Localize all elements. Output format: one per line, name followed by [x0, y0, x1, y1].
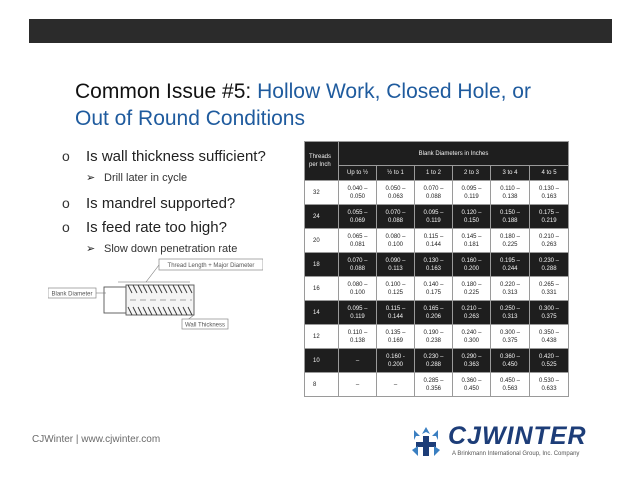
- blank-diameter-cell: [530, 325, 569, 349]
- cell-line: 0.450: [502, 361, 518, 368]
- blank-diameter-cell: [453, 373, 491, 397]
- cell-line: 0.220 –: [499, 281, 521, 288]
- cell-line: 0.160 –: [461, 257, 482, 264]
- table-row: [305, 229, 569, 253]
- column-header: ½ to 1: [377, 166, 415, 181]
- blank-diameter-cell: [530, 349, 569, 373]
- cell-line: 0.290 –: [461, 353, 482, 360]
- cell-line: 0.113: [388, 265, 403, 272]
- cell-line: 0.288: [541, 265, 557, 272]
- arrow-bullet-icon: ➢: [86, 172, 96, 184]
- cell-line: 0.210 –: [461, 305, 482, 312]
- blank-diameter-cell: [377, 325, 415, 349]
- cell-line: 0.360 –: [499, 353, 521, 360]
- blank-diameter-cell: [339, 349, 377, 373]
- threads-per-inch-cell: 32: [305, 181, 339, 205]
- blank-diameter-cell: [453, 349, 491, 373]
- top-bar: [29, 19, 612, 43]
- cell-line: 0.240 –: [461, 329, 482, 336]
- blank-diameter-cell: [415, 229, 453, 253]
- blank-diameter-cell: [453, 325, 491, 349]
- thread-length-label: Thread Length + Major Diameter: [167, 263, 255, 269]
- threads-per-inch-cell: 8: [305, 373, 339, 397]
- cell-line: 0.285 –: [423, 377, 444, 384]
- blank-diameter-cell: [530, 277, 569, 301]
- title-line-1: [75, 78, 595, 105]
- threads-per-inch-header: Threads per Inch: [305, 142, 339, 181]
- cell-line: 0.450 –: [499, 377, 521, 384]
- blank-diameter-cell: [491, 325, 530, 349]
- cell-line: –: [355, 357, 360, 364]
- cell-line: 0.119: [350, 313, 365, 320]
- cell-line: 0.200: [463, 265, 479, 272]
- threads-per-inch-cell: 14: [305, 301, 339, 325]
- cell-line: 0.210 –: [539, 233, 560, 240]
- cell-line: 0.115 –: [385, 305, 406, 312]
- cell-line: 0.363: [463, 361, 479, 368]
- title-prefix: Common Issue #5:: [75, 80, 258, 103]
- blank-diameter-cell: [377, 229, 415, 253]
- blank-diameter-cell: [530, 373, 569, 397]
- cell-line: 0.263: [463, 313, 479, 320]
- cell-line: 0.300 –: [539, 305, 560, 312]
- cell-line: 0.065 –: [347, 233, 368, 240]
- cell-line: 0.300 –: [499, 329, 521, 336]
- threads-per-inch-cell: 20: [305, 229, 339, 253]
- cell-line: 0.080 –: [385, 233, 406, 240]
- cell-line: 0.119: [426, 217, 441, 224]
- cell-line: 0.230 –: [423, 353, 444, 360]
- blank-diameter-cell: [453, 181, 491, 205]
- cell-line: 0.188: [502, 217, 518, 224]
- cell-line: 0.088: [387, 217, 403, 224]
- blank-diameters-header: Blank Diameters in Inches: [339, 142, 569, 166]
- blank-diameter-cell: [453, 301, 491, 325]
- thread-blank-diagram: [48, 255, 263, 335]
- arrow-bullet-icon: ➢: [86, 243, 96, 255]
- threads-per-inch-cell: 16: [305, 277, 339, 301]
- cell-line: 0.088: [425, 193, 441, 200]
- bullet-item: [62, 218, 312, 237]
- blank-diameter-cell: [415, 325, 453, 349]
- cell-line: 0.375: [502, 337, 518, 344]
- sub-bullet-text: Slow down penetration rate: [104, 243, 238, 255]
- cell-line: 0.288: [425, 361, 441, 368]
- cell-line: 0.163: [425, 265, 441, 272]
- blank-diameter-cell: [377, 205, 415, 229]
- table-row: [305, 277, 569, 301]
- cell-line: 0.125: [387, 289, 403, 296]
- cell-line: 0.169: [387, 337, 403, 344]
- blank-diameter-cell: [339, 325, 377, 349]
- cell-line: 0.160 -: [386, 353, 405, 360]
- cell-line: 0.040 –: [347, 185, 368, 192]
- blank-diameter-cell: [339, 181, 377, 205]
- bullet-item: [62, 147, 312, 166]
- cell-line: 0.219: [541, 217, 557, 224]
- cell-line: 0.200: [387, 361, 403, 368]
- blank-diameter-cell: [415, 373, 453, 397]
- table-row: [305, 349, 569, 373]
- blank-diameter-cell: [339, 253, 377, 277]
- cell-line: 0.110 –: [347, 329, 368, 336]
- table-subheader-row: [305, 166, 569, 181]
- cell-line: 0.115 –: [423, 233, 444, 240]
- cell-line: 0.144: [425, 241, 441, 248]
- blank-diameter-cell: [415, 253, 453, 277]
- column-header: Up to ½: [339, 166, 377, 181]
- cell-line: 0.150: [463, 217, 479, 224]
- cell-line: 0.070 –: [385, 209, 406, 216]
- blank-diameter-cell: [453, 229, 491, 253]
- bullet-marker: o: [62, 148, 70, 164]
- cell-line: 0.130 –: [423, 257, 444, 264]
- cell-line: 0.100: [349, 289, 365, 296]
- blank-diameter-cell: [415, 349, 453, 373]
- bullet-text: Is feed rate too high?: [86, 219, 227, 236]
- blank-diameter-cell: [339, 373, 377, 397]
- bullet-list: [62, 147, 312, 265]
- blank-diameter-cell: [377, 181, 415, 205]
- bullet-item: [62, 194, 312, 213]
- cell-line: 0.225: [502, 241, 518, 248]
- cell-line: 0.263: [541, 241, 557, 248]
- cell-line: 0.163: [541, 193, 557, 200]
- cell-line: 0.360 –: [461, 377, 482, 384]
- blank-diameter-cell: [377, 373, 415, 397]
- cell-line: 0.165 –: [423, 305, 444, 312]
- cjwinter-emblem-icon: [408, 424, 444, 460]
- cell-line: 0.095 –: [461, 185, 482, 192]
- table-row: [305, 301, 569, 325]
- bullet-marker: o: [62, 195, 70, 211]
- cell-line: 0.438: [541, 337, 557, 344]
- cell-line: 0.375: [541, 313, 557, 320]
- cell-line: 0.313: [502, 313, 518, 320]
- cell-line: 0.110 –: [500, 185, 520, 192]
- cell-line: 0.070 –: [423, 185, 444, 192]
- column-header: 4 to 5: [530, 166, 569, 181]
- cell-line: 0.175: [425, 289, 441, 296]
- logo-tagline: A Brinkmann International Group, Inc. Company: [452, 451, 580, 457]
- blank-left-end: [104, 287, 126, 313]
- cell-line: 0.063: [387, 193, 403, 200]
- cell-line: 0.120 –: [461, 209, 482, 216]
- cell-line: 0.138: [349, 337, 365, 344]
- cell-line: 0.138: [502, 193, 518, 200]
- table-row: [305, 181, 569, 205]
- cell-line: 0.530 –: [539, 377, 560, 384]
- slide-title: [75, 78, 595, 132]
- cell-line: 0.633: [541, 385, 557, 392]
- cell-line: 0.140 –: [423, 281, 444, 288]
- blank-diameter-cell: [491, 205, 530, 229]
- cell-line: 0.563: [502, 385, 518, 392]
- sub-bullet-text: Drill later in cycle: [104, 172, 188, 184]
- cell-line: 0.250 –: [499, 305, 521, 312]
- leader-line: [146, 265, 159, 282]
- table-body: [305, 181, 569, 397]
- blank-diameter-cell: [491, 253, 530, 277]
- blank-diameter-cell: [377, 277, 415, 301]
- blank-diameter-cell: [530, 229, 569, 253]
- cell-line: 0.050: [349, 193, 365, 200]
- blank-diameter-cell: [339, 229, 377, 253]
- cell-line: 0.119: [464, 193, 479, 200]
- blank-diameter-cell: [530, 181, 569, 205]
- cell-line: 0.206: [425, 313, 441, 320]
- cell-line: 0.135 –: [385, 329, 406, 336]
- cell-line: 0.525: [541, 361, 557, 368]
- cell-line: 0.225: [463, 289, 479, 296]
- bullet-text: Is mandrel supported?: [86, 195, 236, 212]
- cell-line: 0.081: [349, 241, 365, 248]
- blank-diameter-cell: [377, 253, 415, 277]
- blank-diameter-cell: [377, 301, 415, 325]
- cell-line: 0.265 –: [539, 281, 560, 288]
- cell-line: 0.313: [502, 289, 518, 296]
- cell-line: 0.100 –: [385, 281, 406, 288]
- table-header-row: [305, 142, 569, 166]
- threads-per-inch-cell: 12: [305, 325, 339, 349]
- blank-diameter-cell: [453, 205, 491, 229]
- blank-diameter-cell: [491, 373, 530, 397]
- blank-diameter-cell: [530, 301, 569, 325]
- table-row: [305, 325, 569, 349]
- blank-diameter-cell: [415, 301, 453, 325]
- cell-line: 0.088: [349, 265, 365, 272]
- blank-diameter-cell: [339, 277, 377, 301]
- blank-diameter-cell: [530, 205, 569, 229]
- cell-line: 0.356: [425, 385, 441, 392]
- blank-diameter-label: Blank Diameter: [51, 291, 93, 298]
- cell-line: 0.331: [541, 289, 557, 296]
- cell-line: 0.095 –: [423, 209, 444, 216]
- column-header: 3 to 4: [491, 166, 530, 181]
- company-logo: [408, 424, 608, 462]
- blank-diameter-cell: [491, 277, 530, 301]
- blank-diameter-cell: [339, 205, 377, 229]
- cell-line: 0.150 –: [499, 209, 521, 216]
- cell-line: 0.238: [425, 337, 441, 344]
- blank-diameter-cell: [491, 301, 530, 325]
- threads-per-inch-cell: 18: [305, 253, 339, 277]
- threads-per-inch-cell: 24: [305, 205, 339, 229]
- column-header: 2 to 3: [453, 166, 491, 181]
- bullet-text: Is wall thickness sufficient?: [86, 148, 266, 165]
- blank-diameter-cell: [491, 349, 530, 373]
- cell-line: 0.181: [463, 241, 479, 248]
- cell-line: 0.450: [463, 385, 479, 392]
- blank-diameter-cell: [415, 181, 453, 205]
- cell-line: 0.195 –: [499, 257, 521, 264]
- cell-line: 0.244: [502, 265, 518, 272]
- blank-diameter-cell: [453, 277, 491, 301]
- cell-line: 0.175 –: [539, 209, 560, 216]
- blank-diameter-cell: [339, 301, 377, 325]
- title-line-2: Out of Round Conditions: [75, 107, 305, 130]
- cell-line: –: [393, 381, 398, 388]
- blank-diameter-cell: [491, 229, 530, 253]
- blank-diameter-cell: [415, 277, 453, 301]
- cell-line: 0.070 –: [347, 257, 368, 264]
- column-header: 1 to 2: [415, 166, 453, 181]
- cell-line: 0.190 –: [423, 329, 444, 336]
- footer-text: CJWinter | www.cjwinter.com: [32, 434, 161, 445]
- blank-diameter-cell: [377, 349, 415, 373]
- cell-line: 0.145 –: [461, 233, 482, 240]
- cell-line: 0.350 –: [539, 329, 560, 336]
- blank-diameter-table: [304, 141, 569, 397]
- cell-line: 0.050 –: [385, 185, 406, 192]
- logo-wordmark: CJWINTER: [448, 422, 587, 450]
- cell-line: 0.069: [349, 217, 365, 224]
- cell-line: 0.055 –: [347, 209, 368, 216]
- cell-line: 0.420 –: [539, 353, 560, 360]
- cell-line: 0.100: [387, 241, 403, 248]
- blank-diameter-cell: [491, 181, 530, 205]
- blank-diameter-cell: [530, 253, 569, 277]
- cell-line: 0.095 –: [347, 305, 368, 312]
- blank-diameter-cell: [415, 205, 453, 229]
- cell-line: 0.130 –: [539, 185, 560, 192]
- table-row: [305, 373, 569, 397]
- cell-line: 0.080 –: [347, 281, 368, 288]
- sub-bullet-item: [62, 242, 312, 256]
- table-row: [305, 205, 569, 229]
- cell-line: 0.180 –: [499, 233, 521, 240]
- cell-line: 0.090 –: [385, 257, 406, 264]
- threads-per-inch-cell: 10: [305, 349, 339, 373]
- wall-thickness-label: Wall Thickness: [184, 322, 226, 329]
- cell-line: 0.230 –: [539, 257, 560, 264]
- title-accent: Hollow Work, Closed Hole, or: [257, 80, 531, 103]
- cell-line: –: [355, 381, 360, 388]
- blank-diameter-cell: [453, 253, 491, 277]
- bullet-marker: o: [62, 219, 70, 235]
- cell-line: 0.144: [387, 313, 403, 320]
- table-row: [305, 253, 569, 277]
- cell-line: 0.180 –: [461, 281, 482, 288]
- cell-line: 0.300: [463, 337, 479, 344]
- sub-bullet-item: [62, 171, 312, 185]
